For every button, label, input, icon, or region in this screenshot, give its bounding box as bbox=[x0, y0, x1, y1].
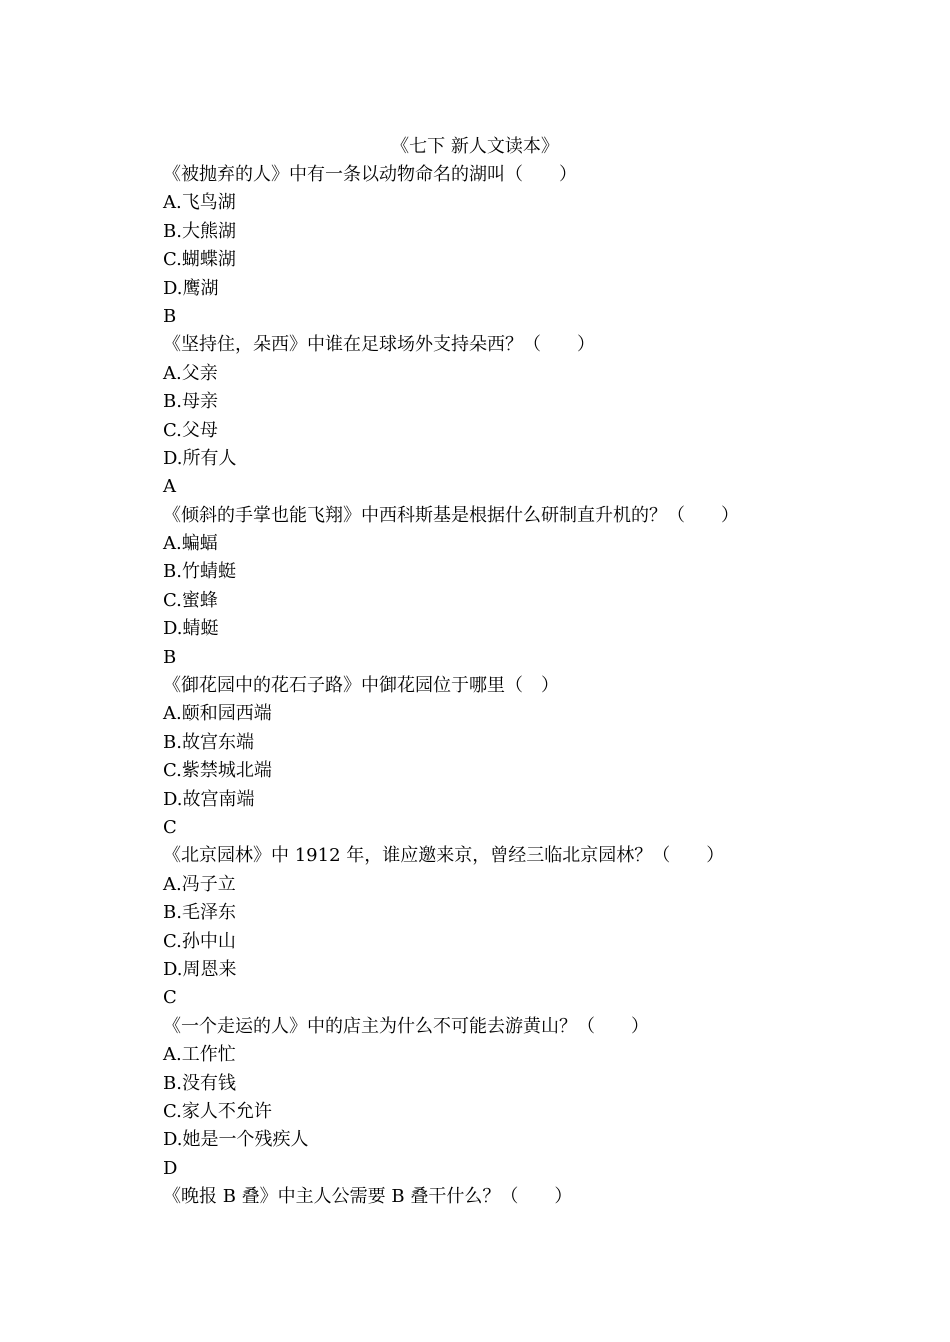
answer-line: C bbox=[163, 816, 177, 838]
question-line: 《一个走运的人》中的店主为什么不可能去游黄山？（ ） bbox=[163, 1015, 649, 1037]
answer-line: B bbox=[163, 646, 177, 668]
option-line: D.周恩来 bbox=[163, 958, 237, 980]
question-line: 《北京园林》中 1912 年，谁应邀来京，曾经三临北京园林？（ ） bbox=[163, 845, 725, 867]
option-line: D.所有人 bbox=[163, 447, 237, 469]
option-line: A.工作忙 bbox=[163, 1044, 236, 1066]
option-line: B.大熊湖 bbox=[163, 220, 236, 242]
option-line: C.父母 bbox=[163, 419, 218, 441]
option-line: C.蜜蜂 bbox=[163, 589, 218, 611]
option-line: A.父亲 bbox=[163, 362, 218, 384]
answer-line: C bbox=[163, 987, 177, 1009]
option-line: D.蜻蜓 bbox=[163, 618, 219, 640]
option-line: D.她是一个残疾人 bbox=[163, 1129, 309, 1151]
option-line: B.母亲 bbox=[163, 391, 218, 413]
option-line: A.飞鸟湖 bbox=[163, 192, 236, 214]
option-line: B.没有钱 bbox=[163, 1072, 236, 1094]
question-line: 《御花园中的花石子路》中御花园位于哪里（ ） bbox=[163, 675, 559, 697]
option-line: B.毛泽东 bbox=[163, 902, 236, 924]
document-title: 《七下 新人文读本》 bbox=[391, 136, 559, 157]
option-line: B.竹蜻蜓 bbox=[163, 561, 236, 583]
question-line: 《坚持住，朵西》中谁在足球场外支持朵西？（ ） bbox=[163, 334, 595, 356]
question-line: 《晚报 B 叠》中主人公需要 B 叠干什么？（ ） bbox=[163, 1186, 573, 1208]
answer-line: D bbox=[163, 1157, 178, 1179]
option-line: D.故宫南端 bbox=[163, 788, 255, 810]
document-body bbox=[163, 161, 803, 1211]
question-line: 《倾斜的手掌也能飞翔》中西科斯基是根据什么研制直升机的？（ ） bbox=[163, 504, 739, 526]
option-line: A.冯子立 bbox=[163, 873, 236, 895]
option-line: C.蝴蝶湖 bbox=[163, 249, 236, 271]
option-line: A.颐和园西端 bbox=[163, 703, 272, 725]
answer-line: A bbox=[163, 476, 176, 498]
option-line: B.故宫东端 bbox=[163, 731, 254, 753]
answer-line: B bbox=[163, 305, 177, 327]
option-line: D.鹰湖 bbox=[163, 277, 219, 299]
option-line: C.孙中山 bbox=[163, 930, 236, 952]
option-line: A.蝙蝠 bbox=[163, 533, 218, 555]
option-line: C.紫禁城北端 bbox=[163, 760, 272, 782]
question-line: 《被抛弃的人》中有一条以动物命名的湖叫（ ） bbox=[163, 164, 577, 185]
option-line: C.家人不允许 bbox=[163, 1100, 272, 1122]
